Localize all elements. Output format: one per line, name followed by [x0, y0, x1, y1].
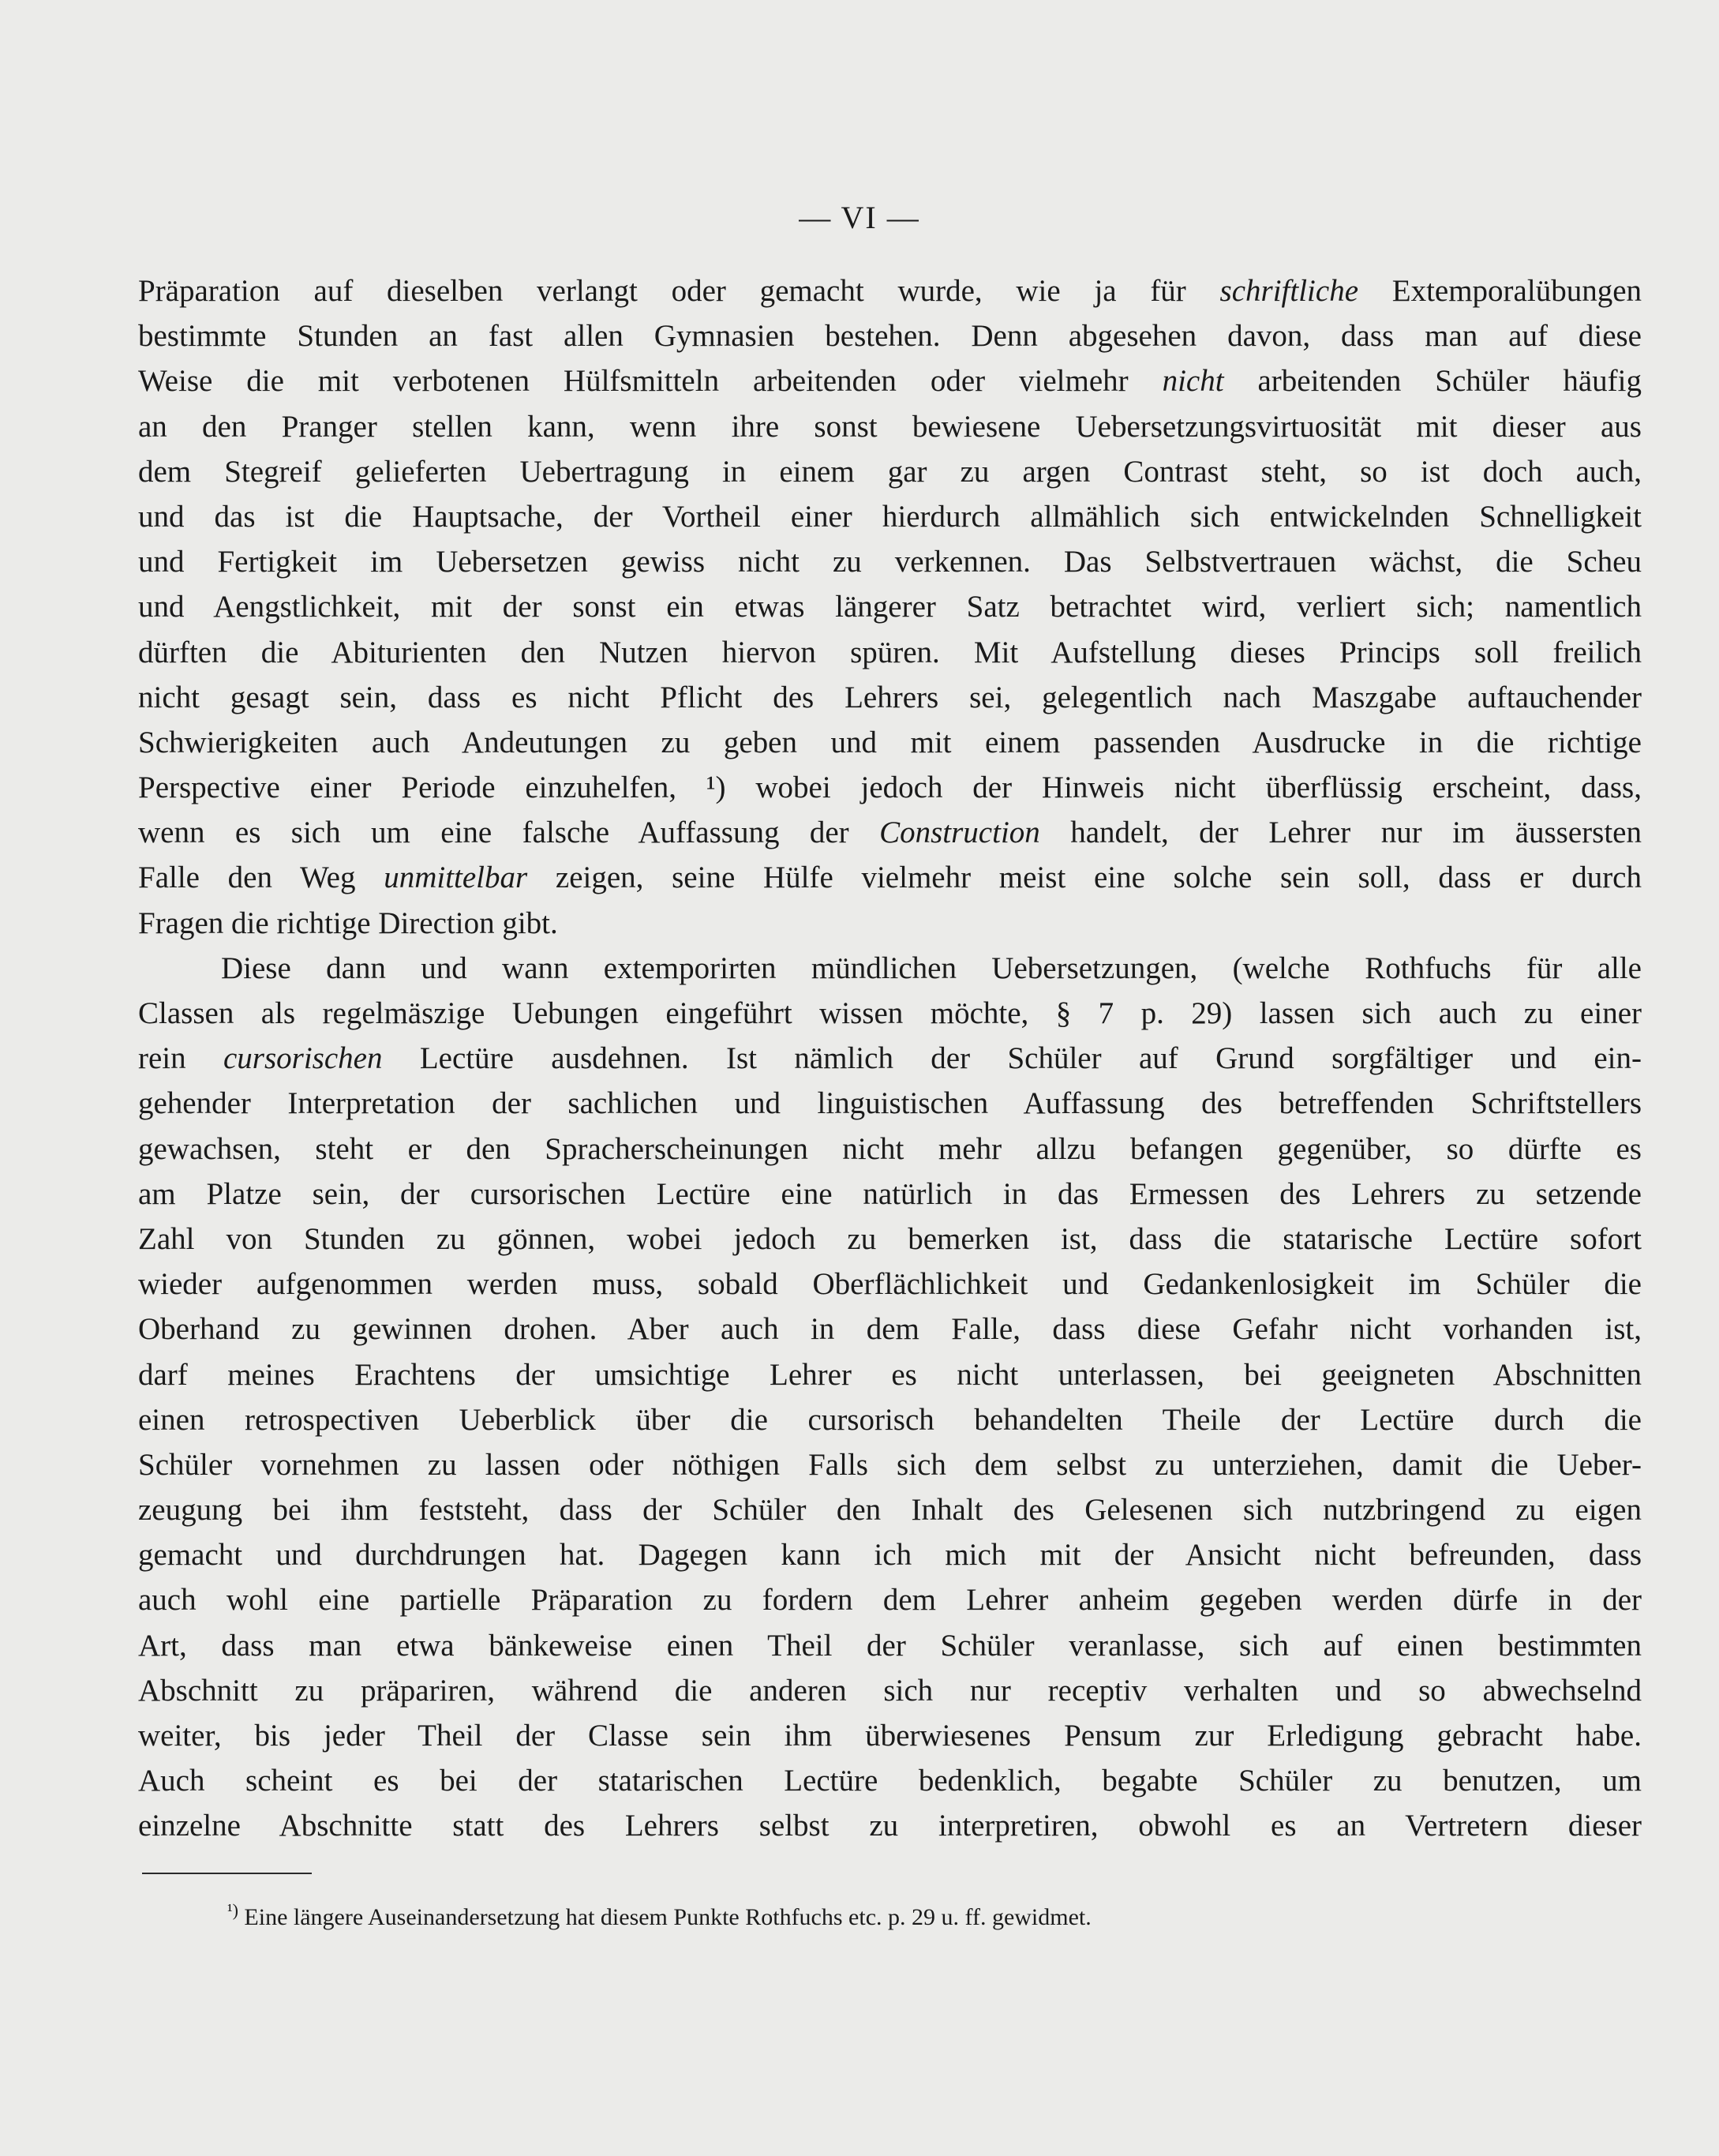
text-line: und Fertigkeit im Uebersetzen gewiss nicht zu verkennen. Das Selbstvertrauen wächst, die Scheu [138, 545, 1642, 579]
text-line: einzelne Abschnitte statt des Lehrers selbst zu interpretiren, obwohl es an Vertretern dieser [138, 1809, 1642, 1843]
text-line: Fragen die richtige Direction gibt. [138, 906, 558, 940]
text-line: Diese dann und wann extemporirten mündlichen Uebersetzungen, (welche Rothfuchs für alle [221, 951, 1642, 985]
text-line: auch wohl eine partielle Präparation zu fordern dem Lehrer anheim gegeben werden dürfe in der [138, 1583, 1642, 1618]
text-line: wieder aufgenommen werden muss, sobald Oberflächlichkeit und Gedankenlosigkeit im Schüler die [138, 1267, 1642, 1302]
text-line: Abschnitt zu präpariren, während die anderen sich nur receptiv verhalten und so abwechselnd [138, 1673, 1642, 1708]
text-line: Zahl von Stunden zu gönnen, wobei jedoch zu bemerken ist, dass die statarische Lectüre sofort [138, 1221, 1642, 1256]
page-number-header: — VI — [799, 200, 920, 235]
text-line: Perspective einer Periode einzuhelfen, ¹) wobei jedoch der Hinweis nicht überflüssig erscheint, dass, [138, 771, 1642, 805]
text-line: Art, dass man etwa bänkeweise einen Theil der Schüler veranlasse, sich auf einen bestimmten [138, 1628, 1642, 1663]
text-line: Schüler vornehmen zu lassen oder nöthigen Falls sich dem selbst zu unterziehen, damit die Ueber- [138, 1447, 1642, 1482]
text-line: gewachsen, steht er den Spracherscheinungen nicht mehr allzu befangen gegenüber, so dürfte es [138, 1131, 1642, 1166]
text-line: gemacht und durchdrungen hat. Dagegen kann ich mich mit der Ansicht nicht befreunden, dass [138, 1538, 1642, 1573]
text-line: an den Pranger stellen kann, wenn ihre sonst bewiesene Uebersetzungsvirtuosität mit dieser aus [138, 409, 1642, 444]
paragraph-1 [138, 268, 1642, 946]
footnote [227, 1893, 1092, 1935]
text-line: und das ist die Hauptsache, der Vortheil einer hierdurch allmählich sich entwickelnden Schnelligkeit [138, 499, 1642, 534]
text-line: rein cursorischen Lectüre ausdehnen. Ist nämlich der Schüler auf Grund sorgfältiger und ein- [138, 1041, 1642, 1076]
text-line: weiter, bis jeder Theil der Classe sein ihm überwiesenes Pensum zur Erledigung gebracht habe. [138, 1719, 1642, 1753]
footnote-marker: ¹) [227, 1900, 238, 1920]
text-line: und Aengstlichkeit, mit der sonst ein etwas längerer Satz betrachtet wird, verliert sich; namentlich [138, 590, 1642, 624]
text-line: Classen als regelmäszige Uebungen eingeführt wissen möchte, § 7 p. 29) lassen sich auch zu einer [138, 996, 1642, 1030]
text-line: Oberhand zu gewinnen drohen. Aber auch in dem Falle, dass diese Gefahr nicht vorhanden ist, [138, 1312, 1642, 1347]
text-line: nicht gesagt sein, dass es nicht Pflicht des Lehrers sei, gelegentlich nach Maszgabe auftauchender [138, 680, 1642, 714]
text-line: Falle den Weg unmittelbar zeigen, seine Hülfe vielmehr meist eine solche sein soll, dass er durch [138, 861, 1642, 895]
text-line: Präparation auf dieselben verlangt oder gemacht wurde, wie ja für schriftliche Extemporalübungen [138, 274, 1642, 308]
text-line: darf meines Erachtens der umsichtige Lehrer es nicht unterlassen, bei geeigneten Abschnitten [138, 1357, 1642, 1392]
main-text [138, 268, 1642, 1849]
footnote-divider [142, 1873, 312, 1874]
footnote-text: Eine längere Auseinandersetzung hat diesem Punkte Rothfuchs etc. p. 29 u. ff. gewidmet. [244, 1904, 1092, 1930]
paragraph-2 [138, 946, 1642, 1849]
text-line: einen retrospectiven Ueberblick über die cursorisch behandelten Theile der Lectüre durch die [138, 1402, 1642, 1437]
text-line: Auch scheint es bei der statarischen Lectüre bedenklich, begabte Schüler zu benutzen, um [138, 1764, 1642, 1798]
text-line: am Platze sein, der cursorischen Lectüre eine natürlich in das Ermessen des Lehrers zu setzende [138, 1176, 1642, 1211]
text-line: wenn es sich um eine falsche Auffassung der Construction handelt, der Lehrer nur im äussersten [138, 816, 1642, 850]
text-line: dürften die Abiturienten den Nutzen hiervon spüren. Mit Aufstellung dieses Princips soll freilich [138, 635, 1642, 669]
text-line: gehender Interpretation der sachlichen und linguistischen Auffassung des betreffenden Schriftstellers [138, 1086, 1642, 1121]
text-line: dem Stegreif gelieferten Uebertragung in einem gar zu argen Contrast steht, so ist doch auch, [138, 454, 1642, 489]
text-line: zeugung bei ihm feststeht, dass der Schüler den Inhalt des Gelesenen sich nutzbringend zu eigen [138, 1493, 1642, 1528]
text-line: Schwierigkeiten auch Andeutungen zu geben und mit einem passenden Ausdrucke in die richtige [138, 725, 1642, 759]
text-line: Weise die mit verbotenen Hülfsmitteln arbeitenden oder vielmehr nicht arbeitenden Schüler häufig [138, 364, 1642, 399]
text-line: bestimmte Stunden an fast allen Gymnasien bestehen. Denn abgesehen davon, dass man auf diese [138, 319, 1642, 354]
